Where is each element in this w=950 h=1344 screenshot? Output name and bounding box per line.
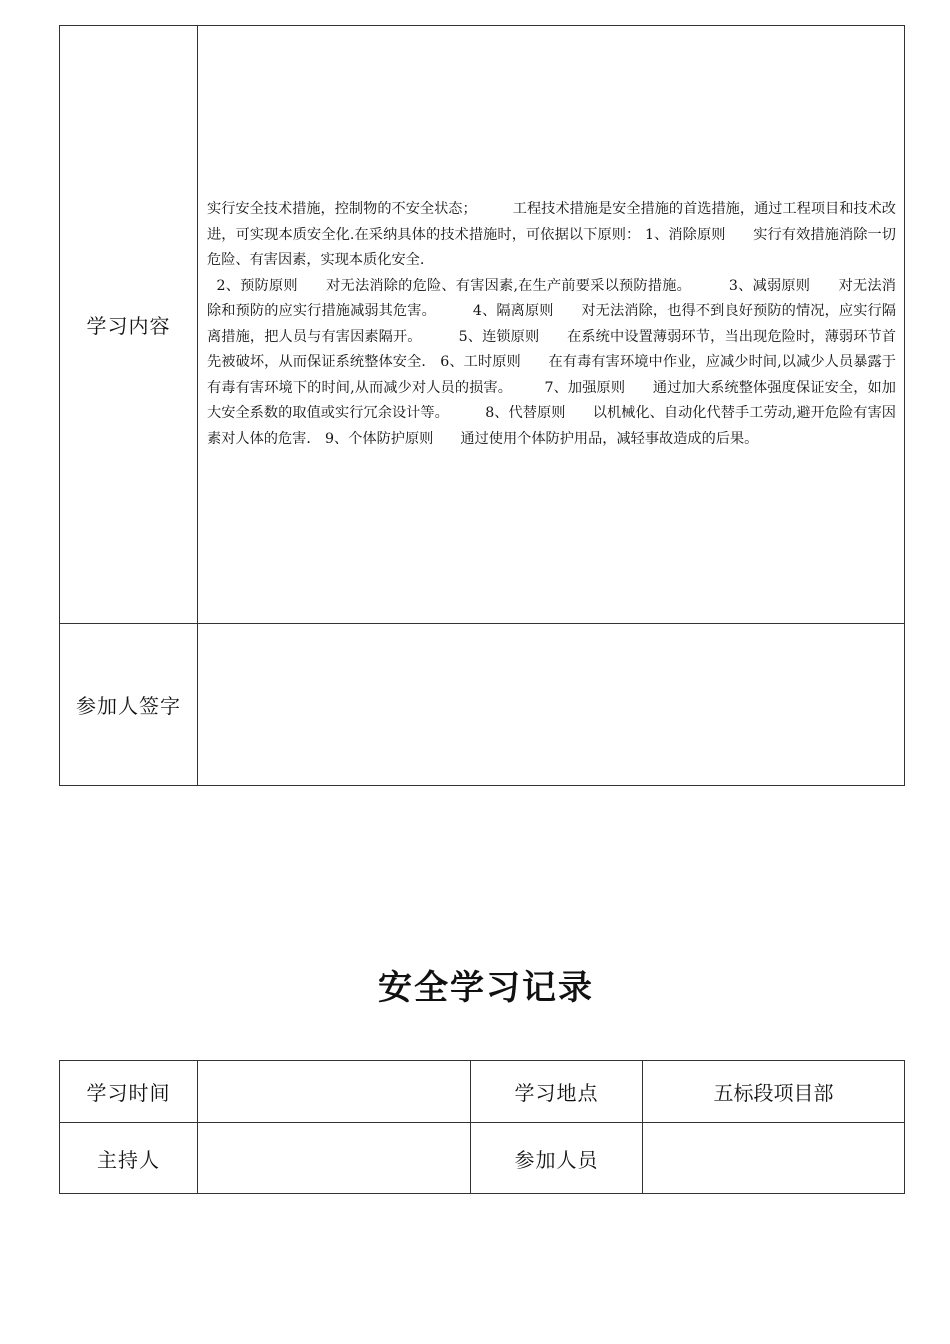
page-title: 安全学习记录 bbox=[378, 968, 594, 1008]
participants-value[interactable] bbox=[643, 1123, 905, 1194]
time-value[interactable] bbox=[198, 1061, 471, 1123]
signature-cell[interactable] bbox=[198, 624, 905, 786]
content-text: 实行安全技术措施，控制物的不安全状态； 工程技术措施是安全措施的首选措施，通过工程项目和技术改进，可实现本质安全化.在采纳具体的技术措施时，可依据以下原则： 1、消除原则 实行有效措施消除一切危险、有害因素，实现本质化安全. 2、预防原则 对无法消除的危险、有害因素,在生产前要采以预防措施。 3、减弱原则 对无法消除和预防的应实行措施减弱其危害。 4、隔离原则 对无法消除，也得不到良好预防的情况，应实行隔离措施，把人员与有害因素隔开。 5、连锁原则 在系统中设置薄弱环节，当出现危险时，薄弱环节首先被破坏，从而保证系统整体安全． 6、工时原则 在有毒有害环境中作业，应减少时间,以减少人员暴露于有毒有害环境下的时间,从而减少对人员的损害。 7、加强原则 通过加大系统整体强度保证安全，如加大安全系数的取值或实行冗余设计等。 8、代替原则 以机械化、自动化代替手工劳动,避开危险有害因素对人体的危害． 9、个体防护原则 通过使用个体防护用品，减轻事故造成的后果。 bbox=[207, 201, 896, 447]
signature-label: 参加人签字 bbox=[60, 624, 198, 786]
study-content-table bbox=[59, 25, 905, 786]
location-label: 学习地点 bbox=[471, 1061, 643, 1123]
time-label: 学习时间 bbox=[60, 1061, 198, 1123]
content-cell bbox=[198, 26, 905, 624]
host-value[interactable] bbox=[198, 1123, 471, 1194]
record-table bbox=[59, 1060, 905, 1194]
content-label: 学习内容 bbox=[60, 26, 198, 624]
host-label: 主持人 bbox=[60, 1123, 198, 1194]
location-value: 五标段项目部 bbox=[643, 1061, 905, 1123]
participants-label: 参加人员 bbox=[471, 1123, 643, 1194]
